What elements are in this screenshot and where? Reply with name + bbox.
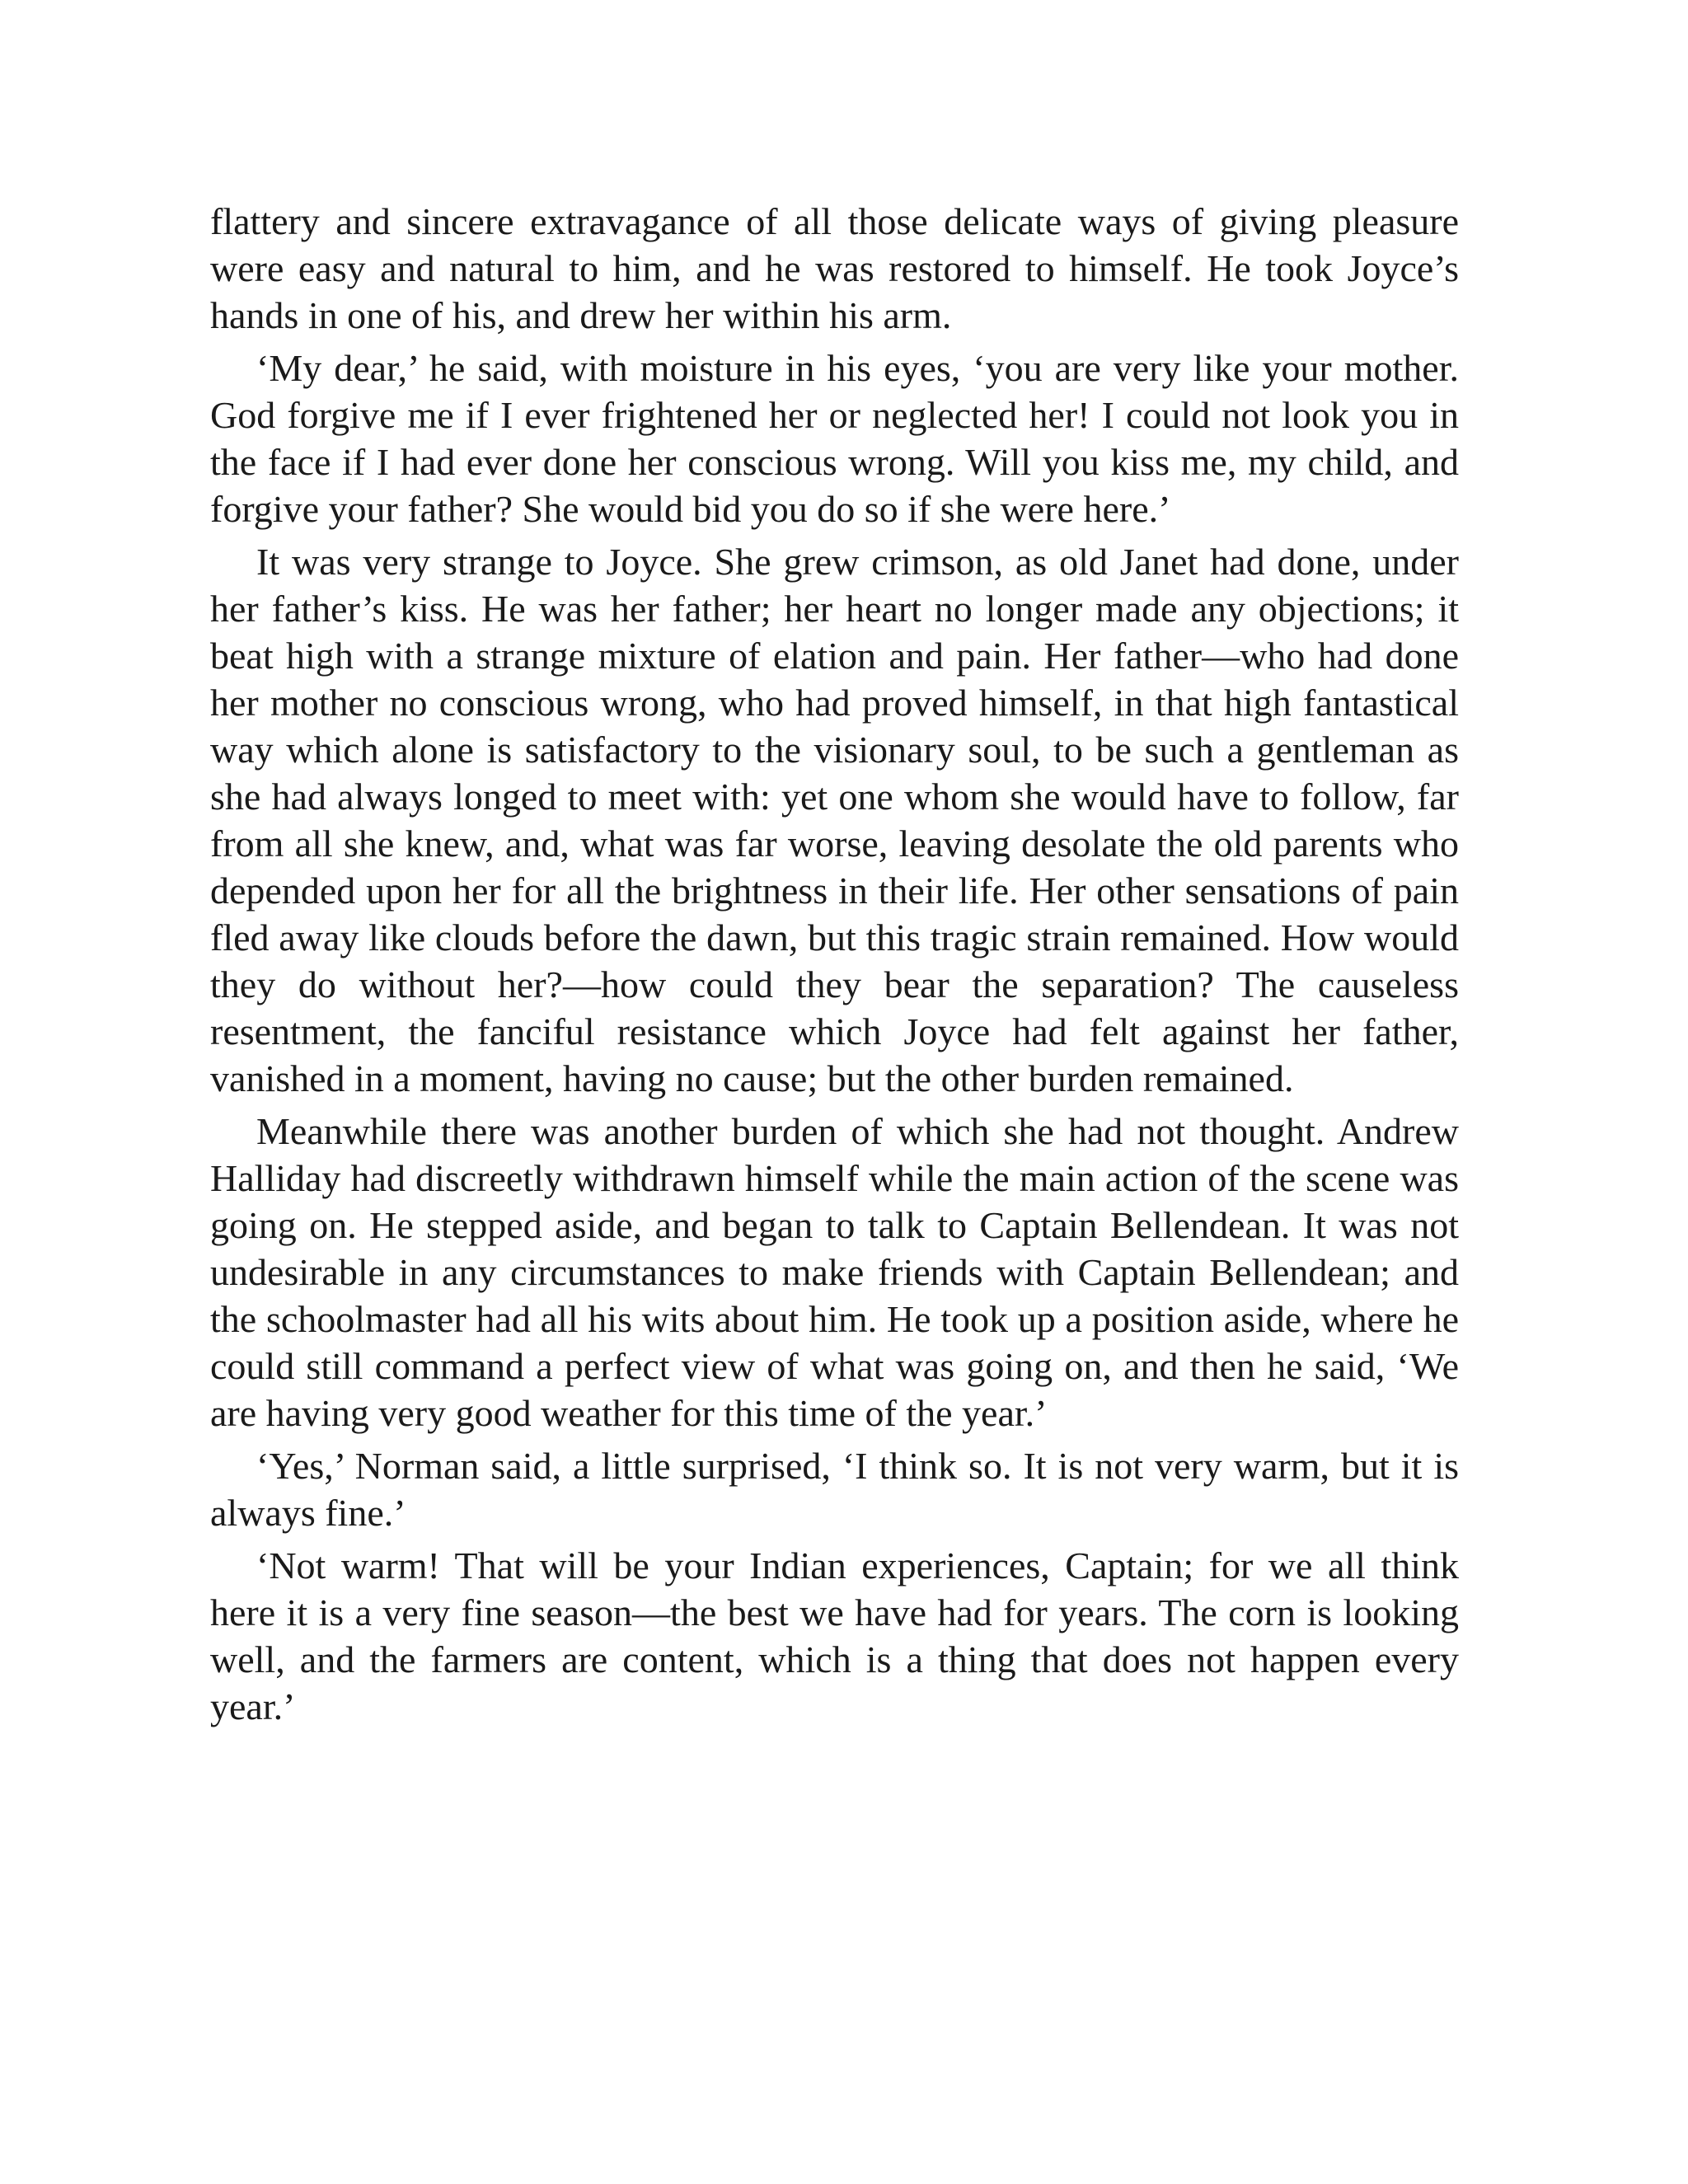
paragraph-4: Meanwhile there was another burden of which she had not thought. Andrew Halliday had discreetly withdrawn himself while the main action of the scene was going on. He stepped aside, and began to talk to Captain Bellendean. It was not undesirable in any circumstances to make friends with Captain Bellendean; and the schoolmaster had all his wits about him. He took up a position aside, where he could still command a perfect view of what was going on, and then he said, ‘We are having very good weather for this time of the year.’ <box>210 1110 1459 1434</box>
paragraph-3: It was very strange to Joyce. She grew crimson, as old Janet had done, under her father’s kiss. He was her father; her heart no longer made any objections; it beat high with a strange mixture of elation and pain. Her father—who had done her mother no conscious wrong, who had proved himself, in that high fantastical way which alone is satisfactory to the visionary soul, to be such a gentleman as she had always longed to meet with: yet one whom she would have to follow, far from all she knew, and, what was far worse, leaving desolate the old parents who depended upon her for all the brightness in their life. Her other sensations of pain fled away like clouds before the dawn, but this tragic strain remained. How would they do without her?—how could they bear the separation? The causeless resentment, the fanciful resistance which Joyce had felt against her father, vanished in a moment, having no cause; but the other burden remained. <box>210 541 1459 1099</box>
paragraph-5: ‘Yes,’ Norman said, a little surprised, ‘I think so. It is not very warm, but it is always fine.’ <box>210 1445 1459 1534</box>
page-body <box>210 198 1459 1736</box>
paragraph-2: ‘My dear,’ he said, with moisture in his eyes, ‘you are very like your mother. God forgive me if I ever frightened her or neglected her! I could not look you in the face if I had ever done her conscious wrong. Will you kiss me, my child, and forgive your father? She would bid you do so if she were here.’ <box>210 347 1459 530</box>
paragraph-6: ‘Not warm! That will be your Indian experiences, Captain; for we all think here it is a very fine season—the best we have had for years. The corn is looking well, and the farmers are content, which is a thing that does not happen every year.’ <box>210 1544 1459 1727</box>
paragraph-1: flattery and sincere extravagance of all those delicate ways of giving pleasure were easy and natural to him, and he was restored to himself. He took Joyce’s hands in one of his, and drew her within his arm. <box>210 200 1459 336</box>
